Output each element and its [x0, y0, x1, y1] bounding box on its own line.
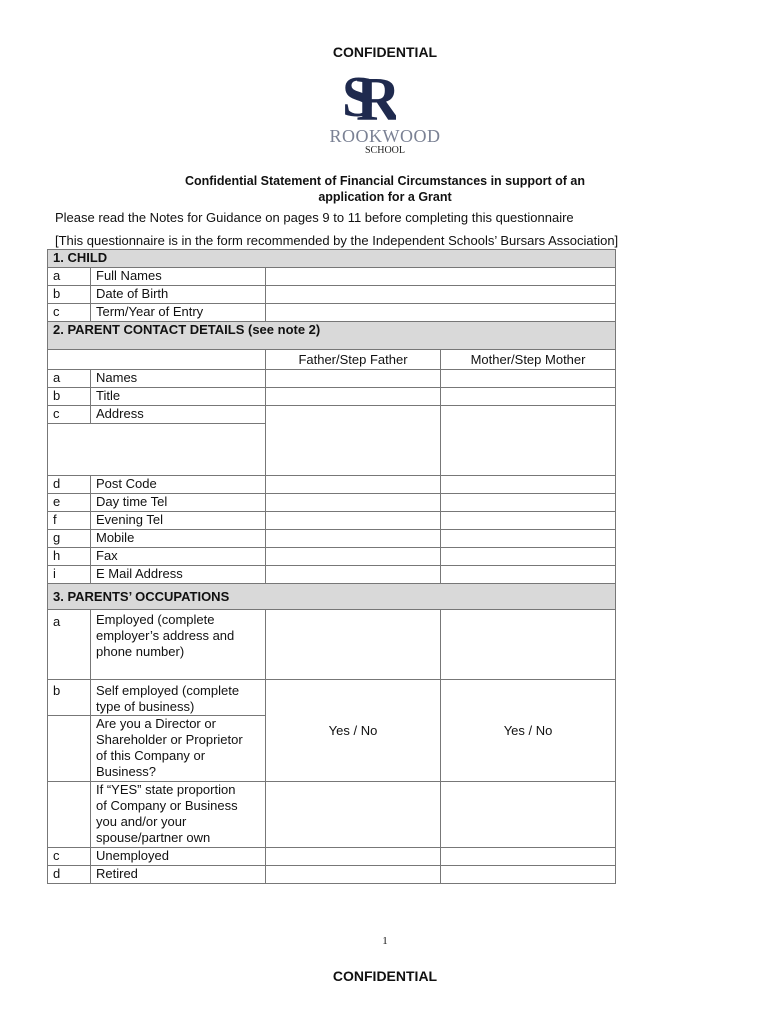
- row-label: Term/Year of Entry: [91, 304, 266, 322]
- mother-column-header: Mother/Step Mother: [441, 350, 616, 370]
- mother-eveningtel-field[interactable]: [441, 512, 616, 530]
- section3-heading: 3. PARENTS’ OCCUPATIONS: [48, 584, 616, 610]
- child-full-names-field[interactable]: [266, 268, 616, 286]
- form-title-line1: Confidential Statement of Financial Circumstances in support of an: [184, 174, 586, 188]
- father-email-field[interactable]: [266, 566, 441, 584]
- father-daytel-field[interactable]: [266, 494, 441, 512]
- father-postcode-field[interactable]: [266, 476, 441, 494]
- label-line: of this Company or: [96, 748, 206, 763]
- father-mobile-field[interactable]: [266, 530, 441, 548]
- row-label: Post Code: [91, 476, 266, 494]
- row-letter: b: [48, 388, 91, 406]
- mother-email-field[interactable]: [441, 566, 616, 584]
- self-employed-label: [91, 680, 266, 716]
- mother-title-field[interactable]: [441, 388, 616, 406]
- label-line: Shareholder or Proprietor: [96, 732, 243, 747]
- father-retired-field[interactable]: [266, 866, 441, 884]
- row-label: Unemployed: [91, 848, 266, 866]
- svg-text:R: R: [356, 66, 396, 126]
- section2-heading: 2. PARENT CONTACT DETAILS (see note 2): [48, 322, 616, 350]
- grant-questionnaire-table: [47, 249, 616, 884]
- father-title-field[interactable]: [266, 388, 441, 406]
- row-label: Date of Birth: [91, 286, 266, 304]
- mother-address-field[interactable]: [441, 406, 616, 476]
- director-question-label: [91, 716, 266, 782]
- father-unemployed-field[interactable]: [266, 848, 441, 866]
- father-director-answer[interactable]: Yes / No: [266, 680, 441, 782]
- row-letter: f: [48, 512, 91, 530]
- row-label: Retired: [91, 866, 266, 884]
- row-letter: b: [48, 286, 91, 304]
- employed-label: [91, 610, 266, 680]
- mother-unemployed-field[interactable]: [441, 848, 616, 866]
- father-eveningtel-field[interactable]: [266, 512, 441, 530]
- row-label: Evening Tel: [91, 512, 266, 530]
- row-letter: c: [48, 848, 91, 866]
- label-line: Business?: [96, 764, 156, 779]
- section1-heading: 1. CHILD: [48, 250, 616, 268]
- row-letter: d: [48, 866, 91, 884]
- label-line: type of business): [96, 699, 195, 714]
- guidance-note: Please read the Notes for Guidance on pages 9 to 11 before completing this questionnaire: [55, 210, 574, 225]
- label-line: employer’s address and: [96, 628, 235, 643]
- row-letter: e: [48, 494, 91, 512]
- row-letter: g: [48, 530, 91, 548]
- label-line: Self employed (complete: [96, 683, 240, 698]
- label-line: of Company or Business: [96, 798, 238, 813]
- father-column-header: Father/Step Father: [266, 350, 441, 370]
- row-label: E Mail Address: [91, 566, 266, 584]
- label-line: you and/or your: [96, 814, 187, 829]
- label-line: Employed (complete: [96, 612, 215, 627]
- father-names-field[interactable]: [266, 370, 441, 388]
- row-label: Address: [91, 406, 266, 424]
- row-letter: c: [48, 406, 91, 424]
- form-title-line2: application for a Grant: [318, 190, 452, 204]
- child-dob-field[interactable]: [266, 286, 616, 304]
- label-line: If “YES” state proportion: [96, 782, 236, 797]
- row-letter: a: [48, 610, 91, 680]
- father-address-field[interactable]: [266, 406, 441, 476]
- label-line: Are you a Director or: [96, 716, 216, 731]
- row-letter: a: [48, 268, 91, 286]
- mother-mobile-field[interactable]: [441, 530, 616, 548]
- proportion-question-label: [91, 782, 266, 848]
- row-label: Full Names: [91, 268, 266, 286]
- header-confidential: CONFIDENTIAL: [332, 44, 438, 60]
- label-line: spouse/partner own: [96, 830, 211, 845]
- row-letter: h: [48, 548, 91, 566]
- father-fax-field[interactable]: [266, 548, 441, 566]
- footer-confidential: CONFIDENTIAL: [332, 968, 438, 984]
- row-letter: c: [48, 304, 91, 322]
- mother-employed-field[interactable]: [441, 610, 616, 680]
- father-employed-field[interactable]: [266, 610, 441, 680]
- page-number: 1: [382, 935, 388, 947]
- mother-retired-field[interactable]: [441, 866, 616, 884]
- row-label: Mobile: [91, 530, 266, 548]
- mother-director-answer[interactable]: Yes / No: [441, 680, 616, 782]
- mother-fax-field[interactable]: [441, 548, 616, 566]
- row-letter: a: [48, 370, 91, 388]
- row-label: Fax: [91, 548, 266, 566]
- mother-names-field[interactable]: [441, 370, 616, 388]
- bursars-note: [This questionnaire is in the form recommended by the Independent Schools’ Bursars Association]: [55, 233, 619, 248]
- father-proportion-field[interactable]: [266, 782, 441, 848]
- mother-postcode-field[interactable]: [441, 476, 616, 494]
- school-logo: [336, 60, 396, 126]
- mother-proportion-field[interactable]: [441, 782, 616, 848]
- row-label: Title: [91, 388, 266, 406]
- school-name: ROOKWOOD: [329, 126, 441, 146]
- row-letter: d: [48, 476, 91, 494]
- school-subtitle: SCHOOL: [364, 145, 405, 156]
- row-letter: b: [48, 680, 91, 716]
- mother-daytel-field[interactable]: [441, 494, 616, 512]
- svg-text:S: S: [342, 64, 375, 126]
- child-entry-field[interactable]: [266, 304, 616, 322]
- row-letter: i: [48, 566, 91, 584]
- row-label: Day time Tel: [91, 494, 266, 512]
- row-label: Names: [91, 370, 266, 388]
- label-line: phone number): [96, 644, 185, 659]
